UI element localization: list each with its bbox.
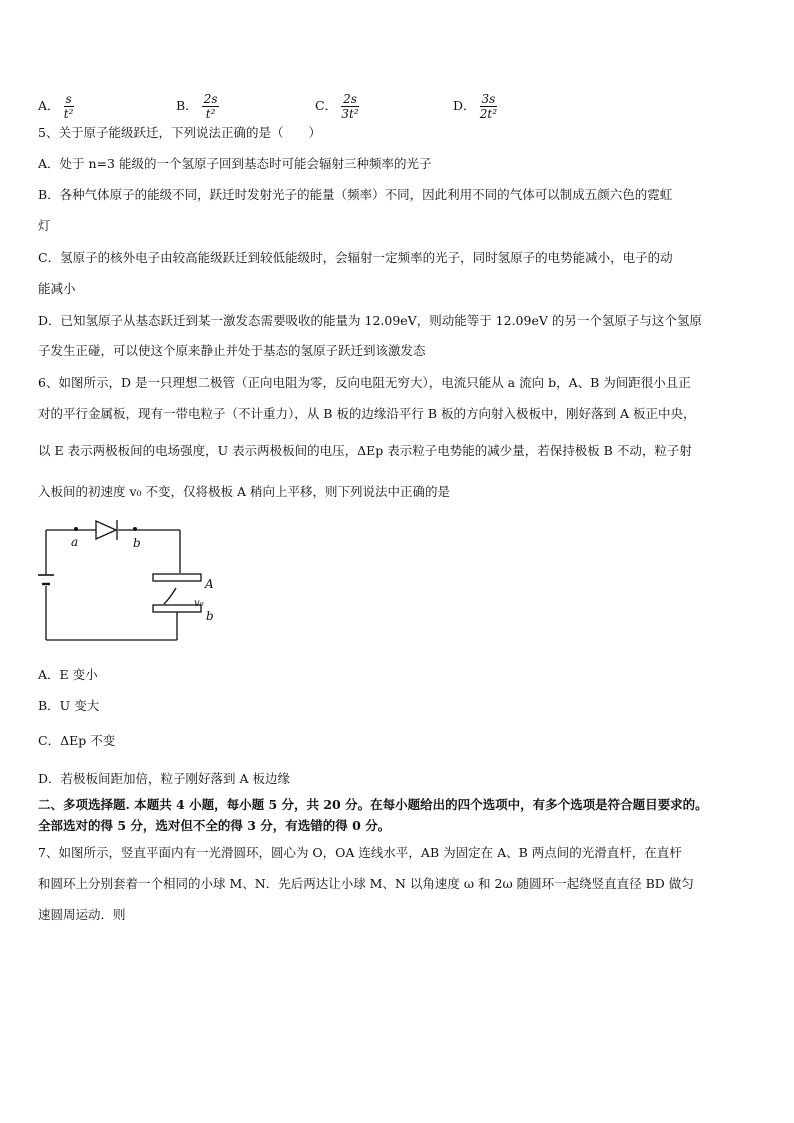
- q7-stem-line2: 和圆环上分别套着一个相同的小球 M、N．先后两达让小球 M、N 以角速度 ω 和 2ω 随圆环一起绕竖直直径 BD 做匀: [38, 876, 694, 891]
- q6-option-a: A．E 变小: [38, 667, 98, 682]
- q6-stem-line3: 以 E 表示两极板间的电场强度，U 表示两极板间的电压，ΔEp 表示粒子电势能的减少量，若保持极板 B 不动，粒子射: [38, 443, 692, 458]
- q6-stem-line4: 入板间的初速度 v₀ 不变，仅将极板 A 稍向上平移，则下列说法中正确的是: [38, 484, 450, 499]
- section-2-heading-line2: 全部选对的得 5 分，选对但不全的得 3 分，有选错的得 0 分。: [38, 818, 391, 833]
- fraction-denominator: t²: [205, 107, 216, 121]
- fraction-numerator: s: [65, 92, 72, 106]
- label-a: a: [71, 535, 79, 549]
- q4-option-c: [315, 92, 359, 121]
- q5-stem: 5、关于原子能级跃迁，下列说法正确的是（ ）: [38, 125, 321, 140]
- fraction-numerator: 2s: [343, 92, 357, 106]
- option-label: A．: [38, 98, 60, 113]
- q5-option-b-line1: B．各种气体原子的能级不同，跃迁时发射光子的能量（频率）不同，因此利用不同的气体可以制成五颜六色的霓虹: [38, 187, 673, 202]
- label-b: b: [133, 536, 141, 550]
- label-v0: v₀: [194, 598, 204, 609]
- q6-option-d: D．若极板间距加倍，粒子刚好落到 A 板边缘: [38, 771, 290, 786]
- q5-option-c-line1: C．氢原子的核外电子由较高能级跃迁到较低能级时，会辐射一定频率的光子，同时氢原子的电势能减小，电子的动: [38, 250, 673, 265]
- option-label: C．: [315, 98, 338, 113]
- q6-option-c: C．ΔEp 不变: [38, 733, 116, 748]
- q4-option-a: [38, 92, 74, 121]
- fraction: [202, 92, 220, 121]
- label-plate-a: A: [205, 577, 214, 591]
- option-label: D．: [453, 98, 476, 113]
- section-2-heading-line1: 二、多项选择题. 本题共 4 小题，每小题 5 分，共 20 分。在每小题给出的四个选项中，有多个选项是符合题目要求的。: [38, 797, 708, 812]
- q7-stem-line1: 7、如图所示，竖直平面内有一光滑圆环，圆心为 O，OA 连线水平，AB 为固定在 A、B 两点间的光滑直杆，在直杆: [38, 845, 682, 860]
- q5-option-a: A．处于 n=3 能级的一个氢原子回到基态时可能会辐射三种频率的光子: [38, 156, 432, 171]
- q5-option-d-line2: 子发生正碰，可以使这个原来静止并处于基态的氢原子跃迁到该激发态: [38, 343, 426, 358]
- fraction-denominator: t²: [63, 107, 74, 121]
- fraction-denominator: 2t²: [479, 107, 498, 121]
- fraction: [341, 92, 359, 121]
- q4-option-b: [176, 92, 219, 121]
- label-plate-b: b: [206, 609, 214, 623]
- q6-option-b: B．U 变大: [38, 698, 100, 713]
- fraction-numerator: 3s: [481, 92, 496, 106]
- option-label: B．: [176, 98, 198, 113]
- circuit-diagram: [38, 518, 228, 648]
- q6-stem-line1: 6、如图所示，D 是一只理想二极管（正向电阻为零，反向电阻无穷大），电流只能从 a 流向 b，A、B 为间距很小且正: [38, 375, 691, 390]
- q5-option-d-line1: D．已知氢原子从基态跃迁到某一激发态需要吸收的能量为 12.09eV，则动能等于 12.09eV 的另一个氢原子与这个氢原: [38, 313, 702, 328]
- terminal-b-dot: [133, 527, 137, 531]
- q5-option-c-line2: 能减小: [38, 281, 76, 296]
- q4-option-d: [453, 92, 497, 121]
- fraction: [480, 92, 498, 121]
- fraction-numerator: 2s: [203, 92, 218, 106]
- terminal-a-dot: [74, 527, 78, 531]
- q6-stem-line2: 对的平行金属板，现有一带电粒子（不计重力），从 B 板的边缘沿平行 B 板的方向射入极板中，刚好落到 A 板正中央，: [38, 406, 696, 421]
- fraction: [64, 92, 74, 121]
- q7-stem-line3: 速圆周运动．则: [38, 907, 126, 922]
- q5-option-b-line2: 灯: [38, 218, 51, 233]
- fraction-denominator: 3t²: [341, 107, 359, 121]
